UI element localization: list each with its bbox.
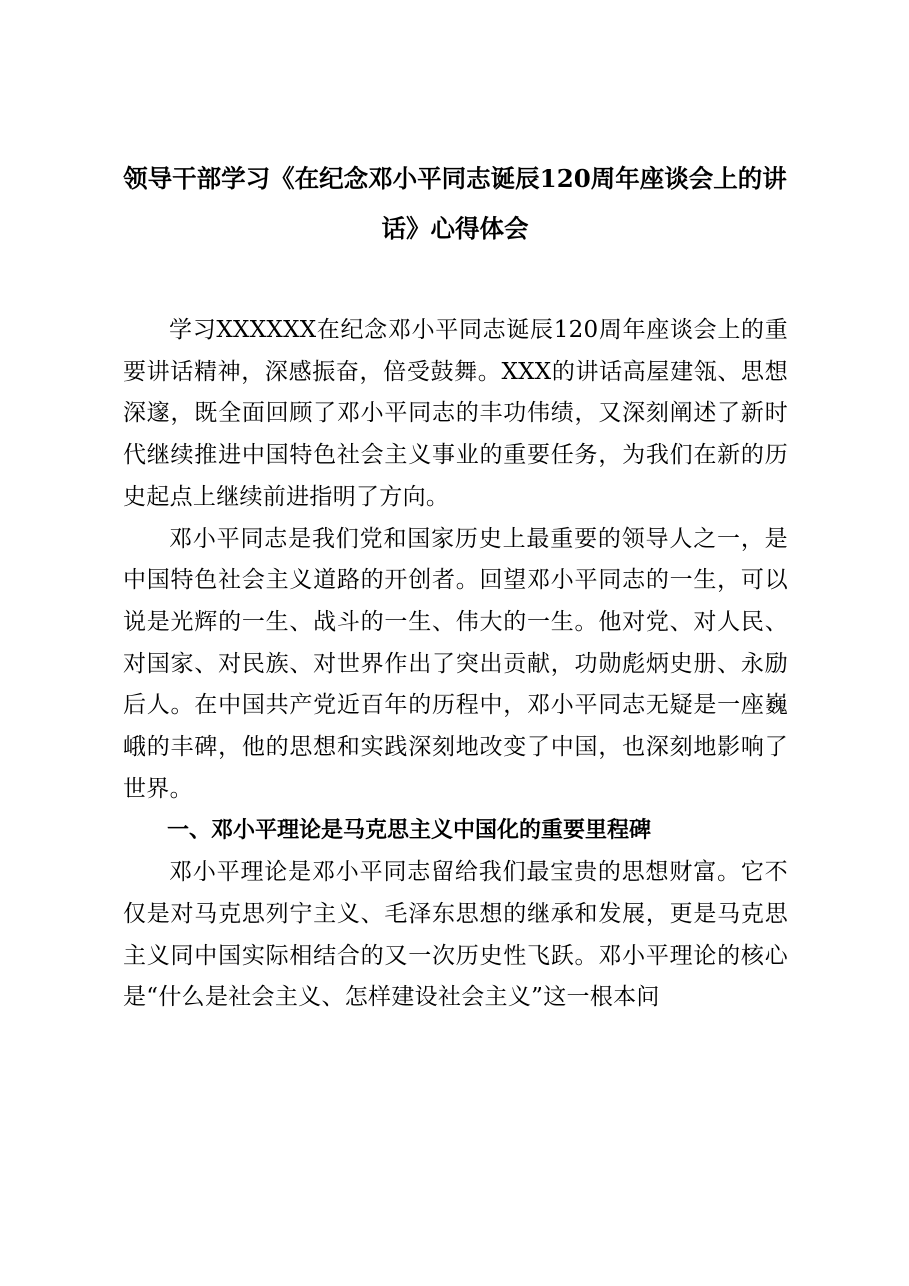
document-title-line-2: 话》心得体会 <box>381 214 529 243</box>
paragraph-intro: 学习XXXXXX在纪念邓小平同志诞辰120周年座谈会上的重要讲话精神，深感振奋，倍受鼓舞。XXX的讲话高屋建瓴、思想深邃，既全面回顾了邓小平同志的丰功伟绩，又深刻阐述了新时代继续推进中国特色社会主义事业的重要任务，为我们在新的历史起点上继续前进指明了方向。 <box>123 317 788 510</box>
document-title-line-1: 领导干部学习《在纪念邓小平同志诞辰120周年座谈会上的讲 <box>123 164 787 193</box>
section-heading-1: 一、邓小平理论是马克思主义中国化的重要里程碑 <box>167 818 652 844</box>
paragraph-section-1: 邓小平理论是邓小平同志留给我们最宝贵的思想财富。它不仅是对马克思列宁主义、毛泽东思想的继承和发展，更是马克思主义同中国实际相结合的又一次历史性飞跃。邓小平理论的核心是“什么是社会主义、怎样建设社会主义”这一根本问 <box>123 859 788 1011</box>
paragraph-deng-xiaoping: 邓小平同志是我们党和国家历史上最重要的领导人之一，是中国特色社会主义道路的开创者。回望邓小平同志的一生，可以说是光辉的一生、战斗的一生、伟大的一生。他对党、对人民、对国家、对民族、对世界作出了突出贡献，功勋彪炳史册、永励后人。在中国共产党近百年的历程中，邓小平同志无疑是一座巍峨的丰碑，他的思想和实践深刻地改变了中国，也深刻地影响了世界。 <box>123 525 788 802</box>
document-body <box>123 310 788 1019</box>
